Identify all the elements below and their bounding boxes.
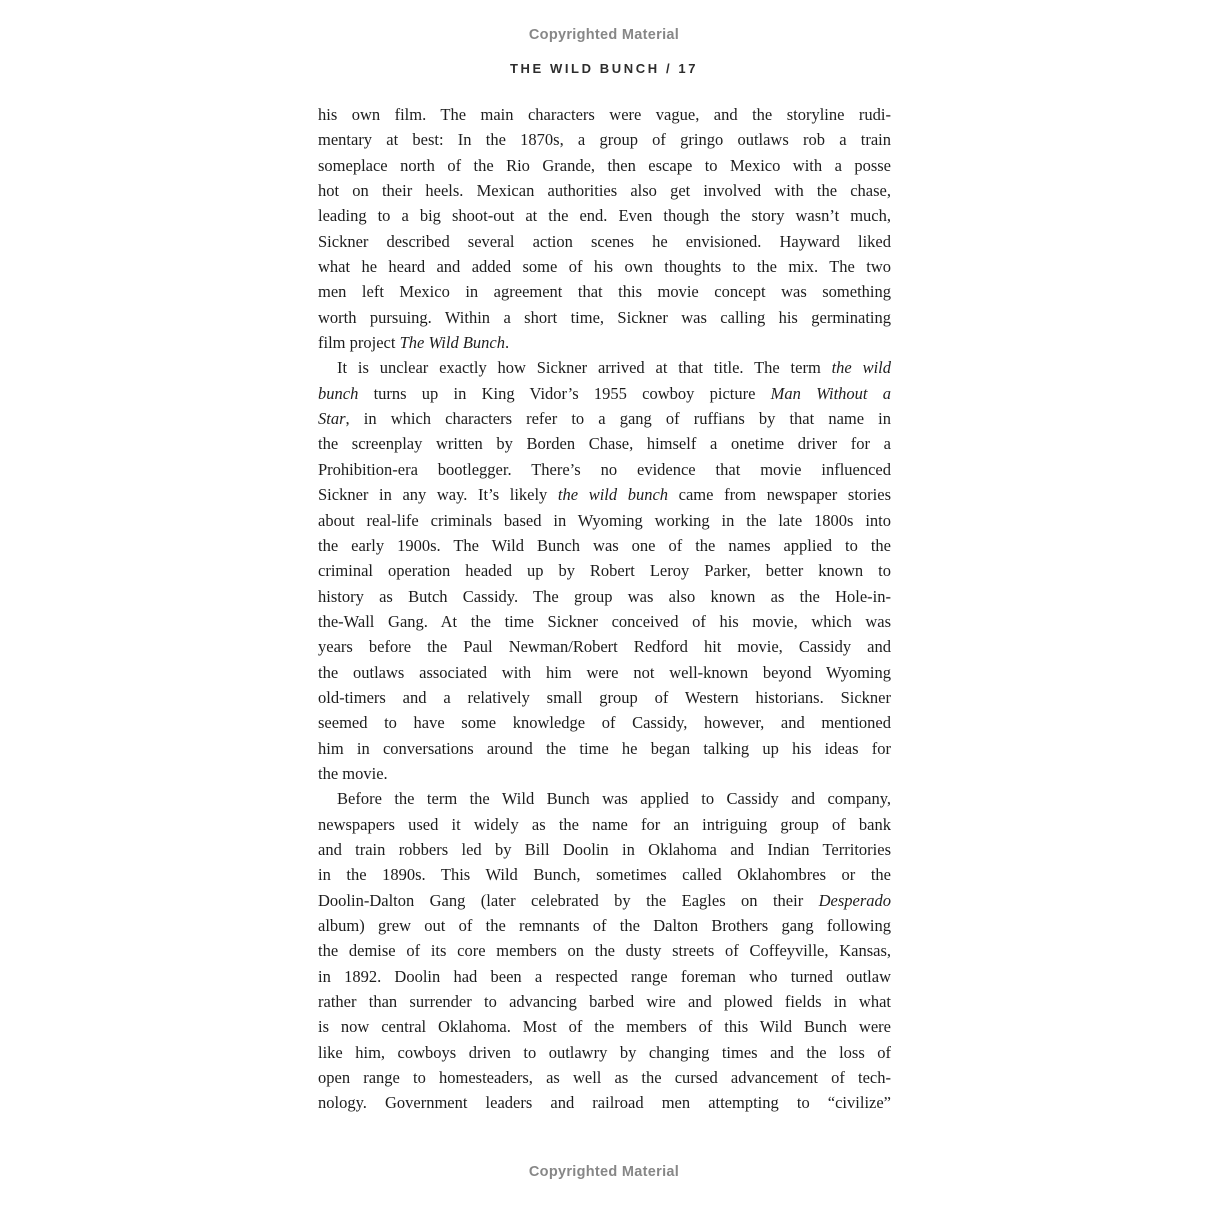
text-line <box>318 989 891 1014</box>
text-line <box>318 710 891 735</box>
body-text: the early 1900s. The Wild Bunch was one of the names applied to the <box>318 535 891 555</box>
body-text: leading to a big shoot-out at the end. Even though the story wasn’t much, <box>318 206 891 226</box>
text-line <box>318 634 891 659</box>
body-text: the screenplay written by Borden Chase, himself a onetime driver for a <box>318 434 891 454</box>
text-line <box>318 457 891 482</box>
body-text: newspapers used it widely as the name for an intriguing group of bank <box>318 814 891 834</box>
text-line <box>318 786 891 811</box>
body-text: the-Wall Gang. At the time Sickner conceived of his movie, which was <box>318 611 891 631</box>
text-line <box>318 964 891 989</box>
body-text: about real-life criminals based in Wyoming working in the late 1800s into <box>318 510 891 530</box>
text-line <box>318 584 891 609</box>
body-text: years before the Paul Newman/Robert Redford hit movie, Cassidy and <box>318 637 891 657</box>
body-text: him in conversations around the time he began talking up his ideas for <box>318 738 891 758</box>
body-text: hot on their heels. Mexican authorities also get involved with the chase, <box>318 181 891 201</box>
copyright-notice-top: Copyrighted Material <box>528 27 680 43</box>
body-text: in the 1890s. This Wild Bunch, sometimes called Oklahombres or the <box>318 865 891 885</box>
paragraph <box>318 102 891 355</box>
text-line <box>318 609 891 634</box>
body-text: film project <box>318 333 400 353</box>
text-line <box>318 812 891 837</box>
body-text: the demise of its core members on the dusty streets of Coffeyville, Kansas, <box>318 941 891 961</box>
body-text: seemed to have some knowledge of Cassidy, however, and mentioned <box>318 713 891 733</box>
body-text: history as Butch Cassidy. The group was also known as the Hole-in- <box>318 586 891 606</box>
text-line <box>318 1040 891 1065</box>
text-line <box>318 1014 891 1039</box>
body-text: Doolin-Dalton Gang (later celebrated by the Eagles on their <box>318 890 819 910</box>
text-line <box>318 913 891 938</box>
text-line <box>318 381 891 406</box>
text-line <box>318 279 891 304</box>
text-line <box>318 178 891 203</box>
body-text: and train robbers led by Bill Doolin in Oklahoma and Indian Territories <box>318 839 891 859</box>
body-text: someplace north of the Rio Grande, then escape to Mexico with a posse <box>318 155 891 175</box>
body-text: , in which characters refer to a gang of ruffians by that name in <box>345 409 891 429</box>
text-line <box>318 508 891 533</box>
body-text: . <box>504 333 510 353</box>
text-line <box>318 127 891 152</box>
body-text: Sickner described several action scenes he envisioned. Hayward liked <box>318 231 891 251</box>
text-line <box>318 153 891 178</box>
text-line <box>318 938 891 963</box>
body-text: the outlaws associated with him were not well-known beyond Wyoming <box>318 662 891 682</box>
body-text: old-timers and a relatively small group of Western historians. Sickner <box>318 687 891 707</box>
text-line <box>318 1090 891 1115</box>
body-text: in 1892. Doolin had been a respected range foreman who turned outlaw <box>318 966 891 986</box>
text-line <box>318 888 891 913</box>
body-text: rather than surrender to advancing barbed wire and plowed fields in what <box>318 992 891 1012</box>
italic-text: Desperado <box>818 890 891 910</box>
text-line <box>318 862 891 887</box>
italic-text: the wild <box>831 358 891 378</box>
italic-text: bunch <box>318 383 359 403</box>
body-text: Before the term the Wild Bunch was applied to Cassidy and company, <box>337 789 891 809</box>
body-text: album) grew out of the remnants of the Dalton Brothers gang following <box>318 916 891 935</box>
body-text: criminal operation headed up by Robert Leroy Parker, better known to <box>318 561 891 581</box>
body-text: like him, cowboys driven to outlawry by changing times and the loss of <box>318 1042 891 1062</box>
body-text: the movie. <box>318 763 388 783</box>
body-text: mentary at best: In the 1870s, a group of gringo outlaws rob a train <box>318 130 891 150</box>
italic-text: Star <box>318 409 346 429</box>
italic-text: the wild bunch <box>557 485 669 505</box>
italic-text: Man Without a <box>770 383 891 403</box>
text-line <box>318 406 891 431</box>
text-line <box>318 229 891 254</box>
text-line <box>318 533 891 558</box>
body-text: came from newspaper stories <box>668 485 891 505</box>
body-text: nology. Government leaders and railroad men attempting to “civilize” <box>318 1093 891 1113</box>
text-line <box>318 685 891 710</box>
paragraph <box>318 355 891 786</box>
text-line <box>318 660 891 685</box>
text-line <box>318 482 891 507</box>
text-line <box>318 355 891 380</box>
text-line <box>318 736 891 761</box>
body-text: what he heard and added some of his own thoughts to the mix. The two <box>318 257 891 277</box>
text-line <box>318 102 891 127</box>
paragraph <box>318 786 891 1115</box>
body-text: Prohibition-era bootlegger. There’s no evidence that movie influenced <box>318 459 891 479</box>
italic-text: The Wild Bunch <box>399 333 505 353</box>
body-text: turns up in King Vidor’s 1955 cowboy picture <box>358 383 771 403</box>
copyright-notice-bottom: Copyrighted Material <box>528 1164 680 1180</box>
running-header: THE WILD BUNCH / 17 <box>509 61 699 76</box>
text-line <box>318 330 891 355</box>
body-text: open range to homesteaders, as well as the cursed advancement of tech- <box>318 1068 891 1088</box>
text-line <box>318 1065 891 1090</box>
text-line <box>318 837 891 862</box>
body-text: worth pursuing. Within a short time, Sickner was calling his germinating <box>318 307 891 327</box>
body-text: men left Mexico in agreement that this movie concept was something <box>318 282 891 302</box>
text-line <box>318 761 891 786</box>
text-line <box>318 254 891 279</box>
body-text: is now central Oklahoma. Most of the members of this Wild Bunch were <box>318 1017 891 1037</box>
text-line <box>318 431 891 456</box>
text-line <box>318 203 891 228</box>
body-text: Sickner in any way. It’s likely <box>318 485 558 505</box>
body-text: his own film. The main characters were vague, and the storyline rudi- <box>318 105 891 124</box>
text-line <box>318 558 891 583</box>
body-text: It is unclear exactly how Sickner arrived at that title. The term <box>337 358 832 378</box>
page-body-text <box>318 102 891 1116</box>
text-line <box>318 305 891 330</box>
